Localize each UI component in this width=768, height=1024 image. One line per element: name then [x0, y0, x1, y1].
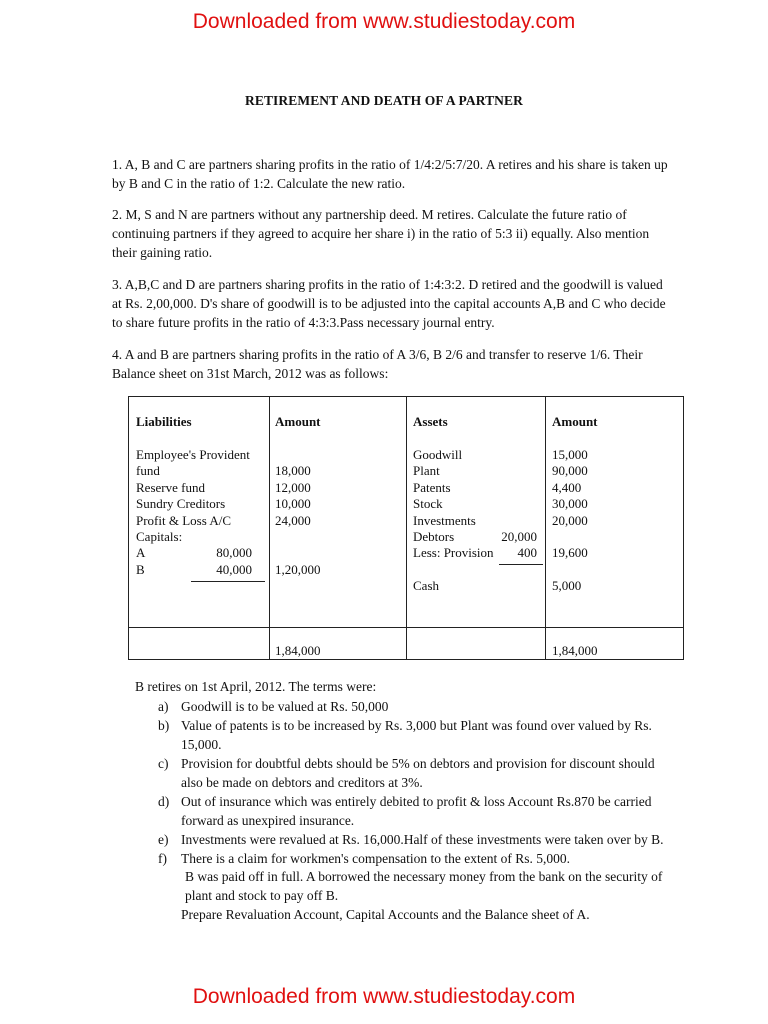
asset-amount: 20,000 [552, 512, 588, 528]
term-text: Provision for doubtful debts should be 5% on debtors and provision for discount should also be made on debtors and creditors at 3%. [181, 756, 655, 790]
asset-label: Investments [413, 512, 476, 528]
capital-value: 80,000 [216, 545, 252, 561]
terms-intro: B retires on 1st April, 2012. The terms were: [135, 679, 377, 694]
liability-amount: 24,000 [275, 512, 311, 528]
page-title: RETIREMENT AND DEATH OF A PARTNER [245, 93, 523, 108]
term-marker: c) [158, 756, 169, 771]
term-marker: a) [158, 699, 169, 714]
header-amount-liabilities: Amount [275, 414, 321, 429]
term-text: Value of patents is to be increased by Rs. 3,000 but Plant was found over valued by Rs. 15,000. [181, 718, 652, 752]
debtor-underline [499, 564, 543, 565]
liability-label: Capitals: [136, 529, 183, 544]
asset-amount: 30,000 [552, 496, 588, 512]
question-2: 2. M, S and N are partners without any partnership deed. M retires. Calculate the future ratio of continuing partners if they agreed to acquire her share i) in the ratio of 5:3 ii) equally. Also mention their gaining ratio. [112, 207, 650, 260]
capital-underline [191, 581, 265, 582]
header-assets: Assets [413, 414, 448, 429]
asset-label: Less: Provision [413, 545, 494, 561]
liability-label: Reserve fund [136, 479, 205, 495]
liability-label: Employee's Provident [136, 447, 250, 462]
liability-label: Profit & Loss A/C [136, 512, 231, 528]
header-liabilities: Liabilities [136, 414, 192, 429]
asset-amount: 90,000 [552, 463, 588, 479]
closing-note: B was paid off in full. A borrowed the necessary money from the bank on the security of plant and stock to pay off B. [185, 869, 663, 903]
column-divider [269, 397, 270, 659]
term-text: Goodwill is to be valued at Rs. 50,000 [181, 699, 389, 714]
term-marker: d) [158, 794, 170, 809]
question-4: 4. A and B are partners sharing profits in the ratio of A 3/6, B 2/6 and transfer to reserve 1/6. Their Balance sheet on 31st March, 2012 was as follows: [112, 347, 643, 381]
asset-label: Debtors [413, 529, 455, 544]
asset-amount: 15,000 [552, 447, 588, 462]
term-text: Out of insurance which was entirely debited to profit & loss Account Rs.870 be carried forward as unexpired insurance. [181, 794, 652, 828]
term-text: There is a claim for workmen's compensation to the extent of Rs. 5,000. [181, 851, 570, 866]
column-divider [406, 397, 407, 659]
download-banner-bottom: Downloaded from www.studiestoday.com [192, 985, 576, 1008]
asset-label: Cash [413, 578, 439, 593]
total-liabilities: 1,84,000 [275, 643, 321, 658]
term-marker: f) [158, 851, 167, 866]
download-banner-top: Downloaded from www.studiestoday.com [192, 10, 576, 33]
debtor-value: 20,000 [501, 529, 537, 544]
total-assets: 1,84,000 [552, 643, 598, 658]
liability-label: A [136, 545, 146, 561]
capital-total: 1,20,000 [275, 561, 321, 577]
total-row-divider [129, 627, 683, 628]
liability-amount: 10,000 [275, 496, 311, 512]
question-1: 1. A, B and C are partners sharing profits in the ratio of 1/4:2/5:7/20. A retires and his share is taken up by B and C in the ratio of 1:2. Calculate the new ratio. [112, 157, 668, 191]
term-marker: b) [158, 718, 170, 733]
closing-instruction: Prepare Revaluation Account, Capital Accounts and the Balance sheet of A. [181, 907, 590, 922]
liability-label: fund [136, 463, 160, 479]
term-marker: e) [158, 832, 169, 847]
liability-label: Sundry Creditors [136, 496, 226, 512]
capital-value: 40,000 [216, 561, 252, 577]
asset-amount: 19,600 [552, 545, 588, 561]
asset-label: Goodwill [413, 447, 463, 462]
liability-amount: 18,000 [275, 463, 311, 479]
liability-label: B [136, 561, 145, 577]
asset-amount: 5,000 [552, 578, 582, 593]
header-amount-assets: Amount [552, 414, 598, 429]
asset-label: Plant [413, 463, 440, 479]
asset-label: Stock [413, 496, 443, 512]
liability-amount: 12,000 [275, 479, 311, 495]
question-3: 3. A,B,C and D are partners sharing profits in the ratio of 1:4:3:2. D retired and the goodwill is valued at Rs. 2,00,000. D's share of goodwill is to be adjusted into the capital accounts A,B and C who decide to share future profits in the ratio of 4:3:3.Pass necessary journal entry. [112, 277, 666, 330]
column-divider [545, 397, 546, 659]
asset-label: Patents [413, 479, 451, 495]
balance-sheet-table [128, 396, 684, 660]
asset-amount: 4,400 [552, 479, 582, 495]
term-text: Investments were revalued at Rs. 16,000.Half of these investments were taken over by B. [181, 832, 664, 847]
debtor-value: 400 [517, 545, 537, 561]
